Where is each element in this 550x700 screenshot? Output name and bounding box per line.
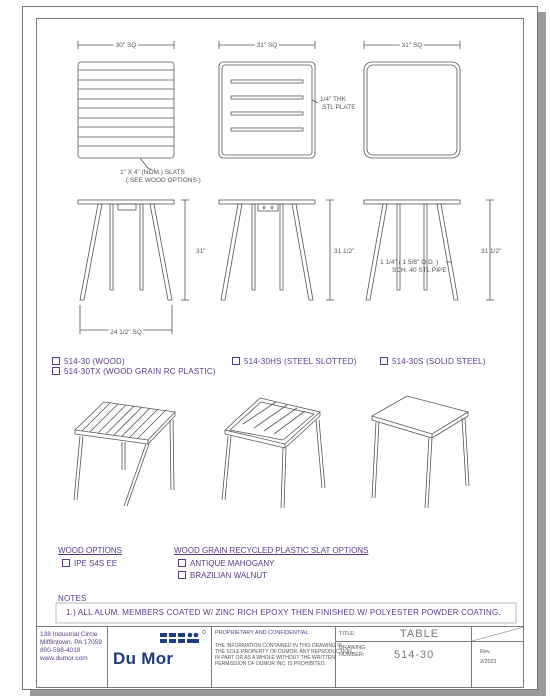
plate-note-line1: 1/4" THK xyxy=(320,96,347,103)
address-line-2: Mifflintown, PA 17059 xyxy=(40,639,102,646)
drawing-number: 514-30 xyxy=(394,649,435,661)
checkbox-icon xyxy=(380,357,388,365)
diagonal-mark xyxy=(472,627,524,641)
top-view-wood xyxy=(78,41,174,170)
checkbox-icon xyxy=(178,571,186,579)
wood-options-heading: WOOD OPTIONS xyxy=(58,546,122,555)
disclaimer-line: PERMISSION OF DUMOR INC. IS PROHIBITED. xyxy=(215,661,326,667)
dim-top-2: 31" SQ xyxy=(256,42,278,49)
disclaimer-line: IN PART OR AS A WHOLE WITHOUT THE WRITTEN xyxy=(215,655,335,661)
logo-cell xyxy=(108,627,212,688)
model-label-wood: 514-30 (WOOD) xyxy=(64,357,125,366)
dim-height-2: 31 1/2" xyxy=(334,248,355,255)
checkbox-icon xyxy=(52,357,60,365)
wood-option-label: IPE S4S EE xyxy=(74,559,118,568)
title-label: TITLE: xyxy=(339,631,356,637)
slats-note-line2: ( SEE WOOD OPTIONS ) xyxy=(126,177,201,184)
side-view-slotted xyxy=(219,200,334,300)
plastic-options-heading: WOOD GRAIN RECYCLED PLASTIC SLAT OPTIONS xyxy=(174,546,369,555)
plastic-option-item xyxy=(178,559,274,568)
iso-view-wood xyxy=(74,402,175,506)
title-value: TABLE xyxy=(400,628,440,640)
checkbox-icon xyxy=(62,559,70,567)
plastic-option-label: ANTIQUE MAHOGANY xyxy=(190,559,275,568)
disclaimer-line: THE INFORMATION CONTAINED IN THIS DRAWING IS xyxy=(215,643,343,649)
disclaimer-line: THE SOLE PROPERTY OF DUMOR. ANY REPRODUCTION xyxy=(215,649,352,655)
dim-height-1: 31" xyxy=(196,248,206,255)
iso-view-solid xyxy=(372,396,469,508)
address-line-1: 138 Industrial Circle xyxy=(40,631,98,638)
checkbox-icon xyxy=(178,559,186,567)
plastic-option-item xyxy=(178,571,267,580)
proprietary-label: PROPRIETARY AND CONFIDENTIAL xyxy=(215,630,309,636)
model-label-wood-tx: 514-30TX (WOOD GRAIN RC PLASTIC) xyxy=(64,367,216,376)
checkbox-icon xyxy=(232,357,240,365)
logo-text: Du Mor xyxy=(113,649,174,668)
address-cell xyxy=(36,627,108,688)
side-view-wood xyxy=(78,200,189,334)
note-item: 1.) ALL ALUM. MEMBERS COATED W/ ZINC RICH EPOXY THEN FINISHED W/ POLYESTER POWDER COATING. xyxy=(66,608,501,617)
model-label-slotted: 514-30HS (STEEL SLOTTED) xyxy=(244,357,357,366)
title-block xyxy=(36,626,524,688)
checkbox-icon xyxy=(52,367,60,375)
model-caption-wood xyxy=(52,357,125,366)
website-link: www.dumor.com xyxy=(40,655,88,662)
model-label-solid: 514-30S (SOLID STEEL) xyxy=(392,357,486,366)
drawing-label-line2: NUMBER: xyxy=(339,652,365,658)
plate-note-line2: STL PLATE xyxy=(322,104,356,111)
notes-heading: NOTES xyxy=(58,594,87,603)
iso-view-slotted xyxy=(222,398,325,508)
dim-base-width: 24 1/2" SQ xyxy=(110,329,142,336)
title-number-cell xyxy=(336,627,472,688)
dim-top-1: 30" SQ xyxy=(115,42,137,49)
revision-cell xyxy=(472,627,524,688)
model-caption-solid xyxy=(380,357,486,366)
model-caption-wood-tx xyxy=(52,367,216,376)
phone-number: 800-598-4018 xyxy=(40,647,81,654)
revision-label: Rev. xyxy=(480,649,491,655)
slats-note-line1: 1" X 4" (NOM.) SLATS xyxy=(120,169,185,176)
side-view-solid xyxy=(364,200,494,300)
plastic-option-label: BRAZILIAN WALNUT xyxy=(190,571,268,580)
top-view-slotted xyxy=(219,41,318,158)
wood-option-item xyxy=(62,559,117,568)
model-caption-slotted xyxy=(232,357,357,366)
pipe-note-line1: 1 1/4" ( 1 5/8" O.D. ) xyxy=(380,259,439,266)
drawing-label-line1: DRAWING xyxy=(339,645,366,651)
revision-value: 2/2021 xyxy=(480,659,497,665)
pipe-note-line2: SCH. 40 STL PIPE xyxy=(392,267,447,274)
dim-height-3: 31 1/2" xyxy=(481,248,502,255)
dim-top-3: 31" SQ xyxy=(401,42,423,49)
top-view-solid xyxy=(364,41,460,158)
